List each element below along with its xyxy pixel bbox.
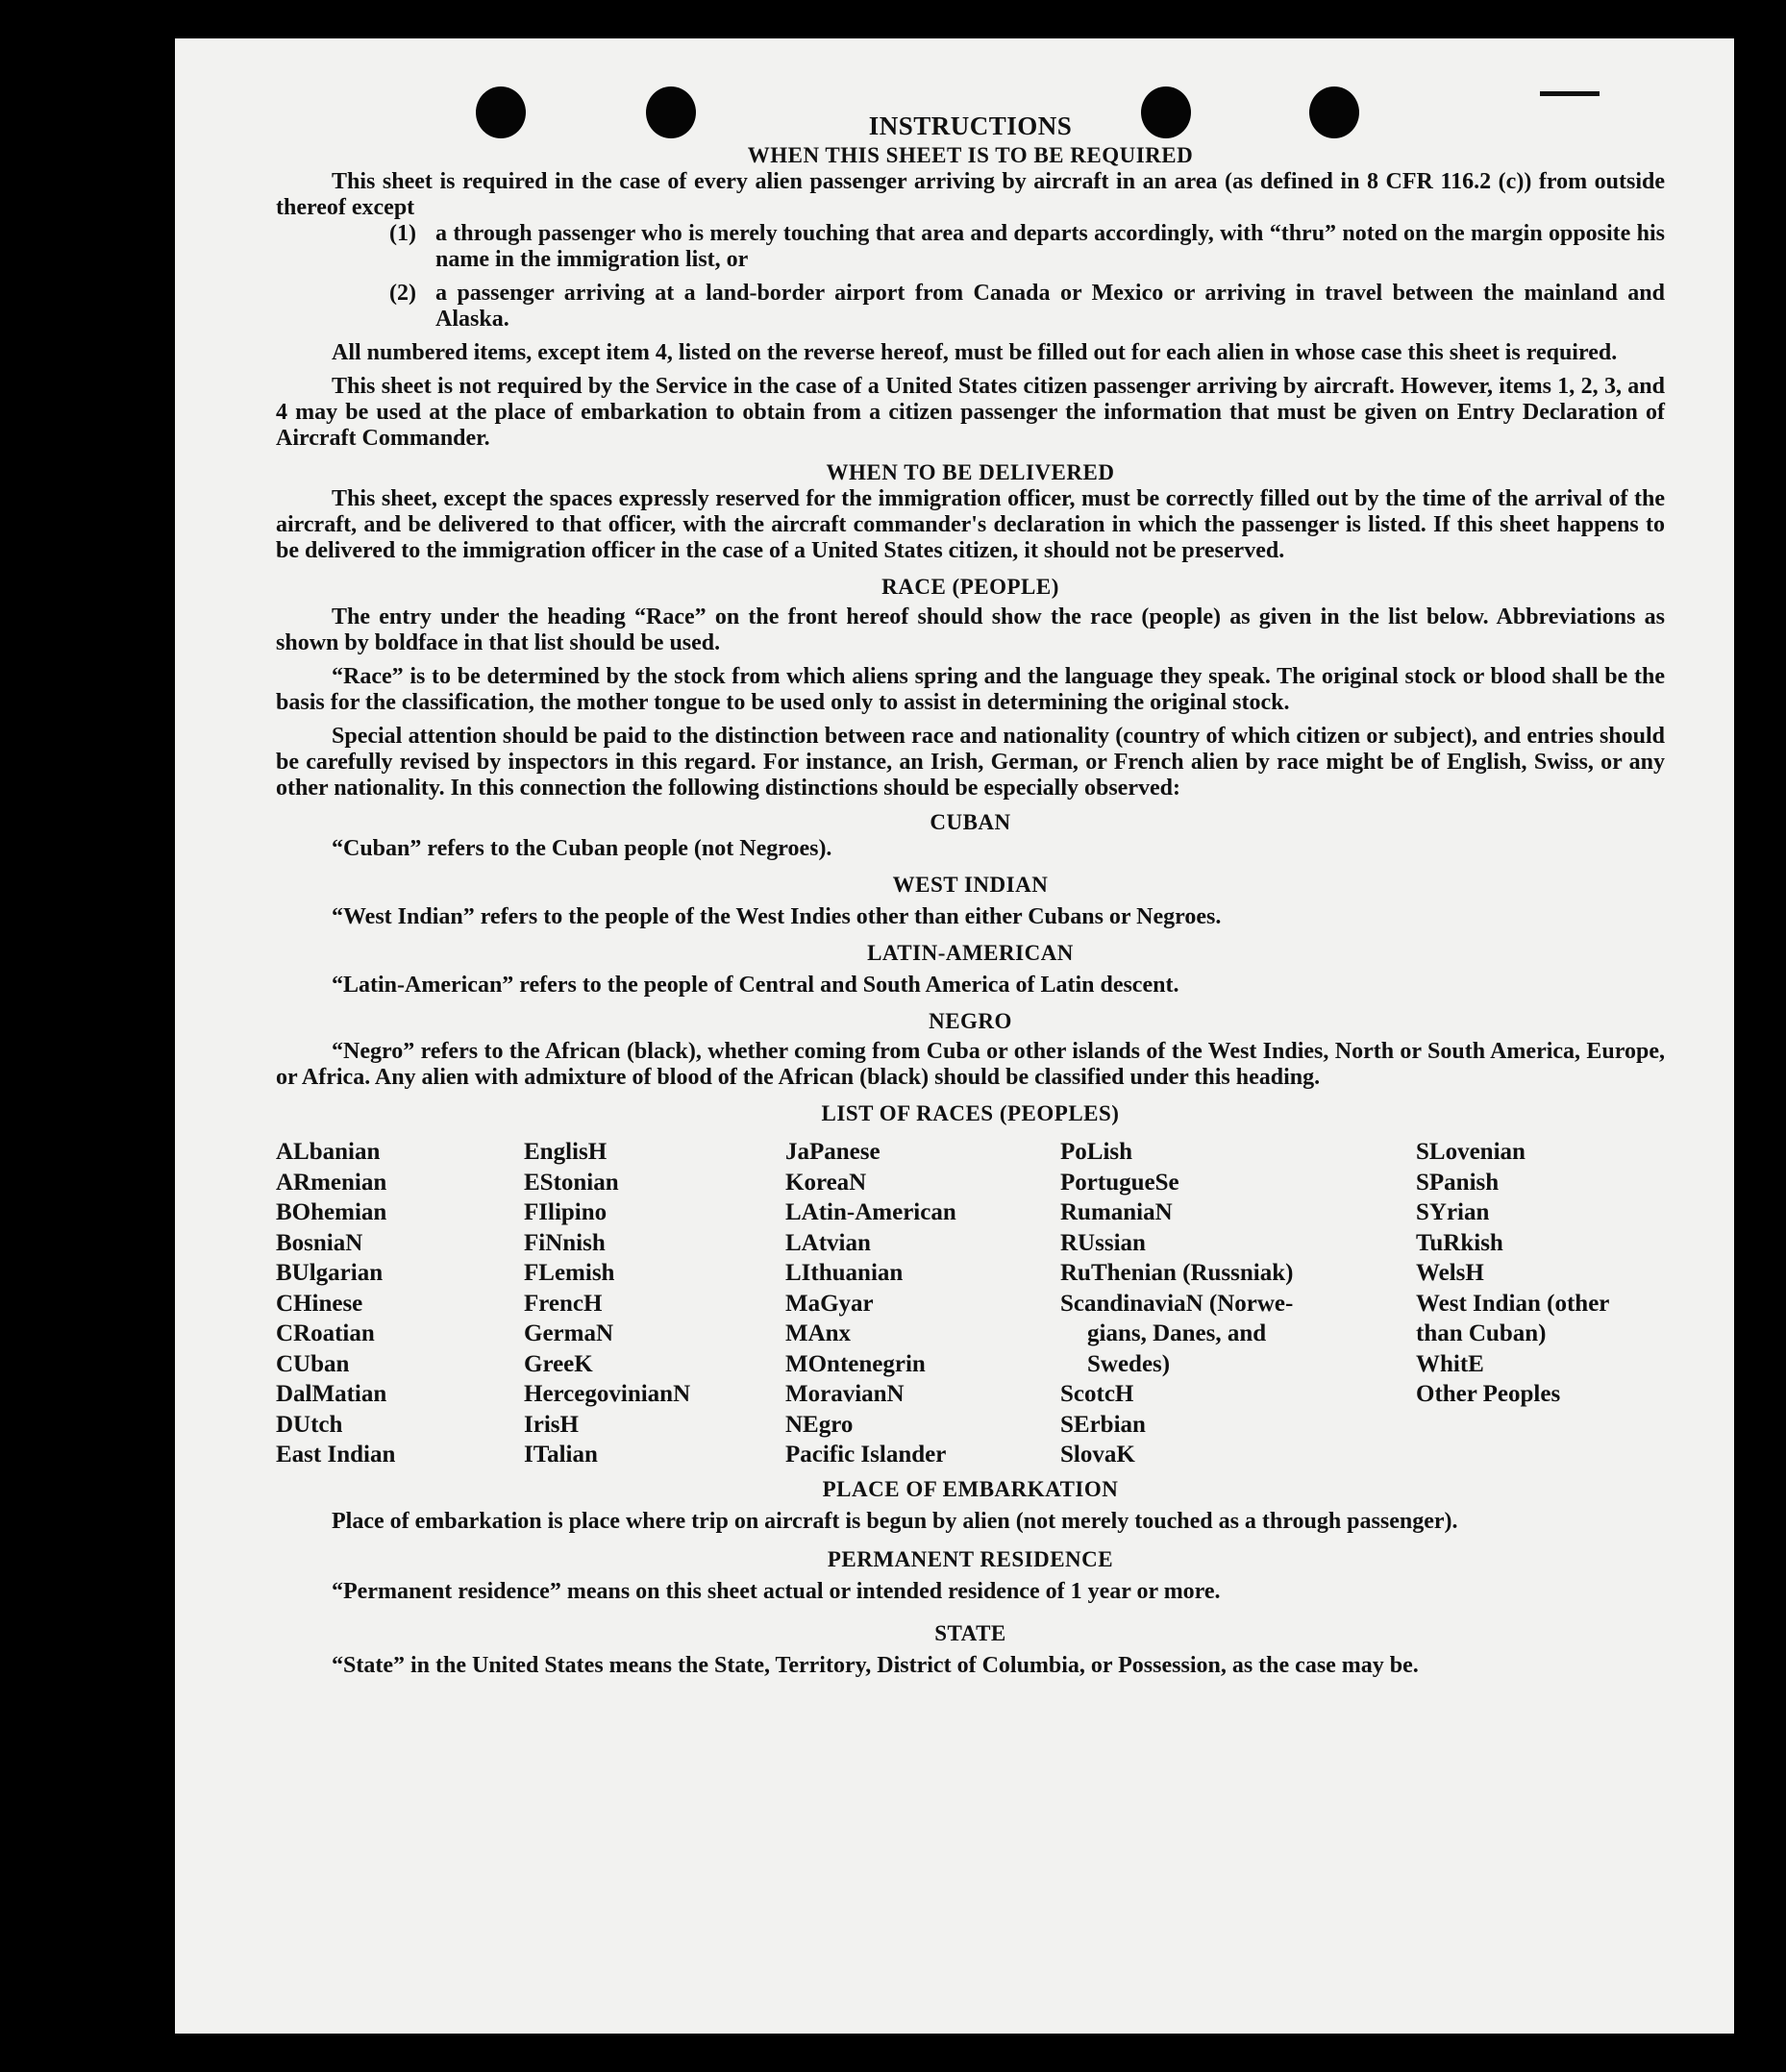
race-item: WhitE (1416, 1350, 1484, 1377)
race-item: GreeK (524, 1350, 593, 1377)
race-item: FiNnish (524, 1229, 606, 1256)
heading-permanent-residence: PERMANENT RESIDENCE (827, 1546, 1114, 1571)
race-item: RuThenian (Russniak) (1060, 1260, 1294, 1286)
paragraph: “West Indian” refers to the people of the West Indies other than either Cubans or Negroes. (332, 904, 1222, 929)
race-item: than Cuban) (1416, 1320, 1547, 1346)
paragraph: This sheet is required in the case of every alien passenger arriving by aircraft in an area (as defined in 8 CFR 116.2 (c)) from outside thereof except (276, 169, 1665, 220)
paragraph: “Cuban” refers to the Cuban people (not Negroes). (332, 836, 832, 861)
race-item: SLovenian (1416, 1139, 1526, 1165)
race-item: Pacific Islander (785, 1442, 947, 1468)
race-item: LAtvian (785, 1229, 871, 1256)
page-title: INSTRUCTIONS (868, 111, 1073, 140)
race-column (524, 1137, 785, 1470)
race-item: IrisH (524, 1411, 579, 1438)
paragraph: All numbered items, except item 4, listed on the reverse hereof, must be filled out for each alien in whose case this sheet is required. (332, 340, 1618, 365)
race-item: Swedes) (1087, 1350, 1171, 1377)
document-page (175, 38, 1734, 2034)
race-item: RUssian (1060, 1229, 1146, 1256)
race-list (276, 1137, 1665, 1470)
heading-west-indian: WEST INDIAN (892, 873, 1049, 897)
heading-state: STATE (934, 1620, 1006, 1645)
race-item: PoLish (1060, 1139, 1133, 1165)
race-item: MoravianN (785, 1381, 905, 1407)
race-item: Other Peoples (1416, 1381, 1561, 1407)
heading-when-delivered: WHEN TO BE DELIVERED (826, 460, 1115, 484)
race-item: FLemish (524, 1260, 615, 1286)
heading-cuban: CUBAN (930, 810, 1011, 834)
race-item: TuRkish (1416, 1229, 1503, 1256)
race-item: MaGyar (785, 1290, 874, 1317)
corner-mark (1540, 91, 1600, 96)
heading-list-of-races: LIST OF RACES (PEOPLES) (821, 1101, 1120, 1125)
race-item: EnglisH (524, 1139, 608, 1165)
race-item: JaPanese (785, 1139, 881, 1165)
race-item: FrencH (524, 1290, 603, 1317)
heading-embarkation: PLACE OF EMBARKATION (822, 1476, 1119, 1501)
paragraph: The entry under the heading “Race” on the front hereof should show the race (people) as given in the list below. Abbreviations as shown by boldface in that list should be used. (276, 604, 1665, 655)
paragraph: This sheet, except the spaces expressly reserved for the immigration officer, must be correctly filled out by the time of the arrival of the aircraft, and be delivered to that officer, with the aircraft commander's declaration in which the passenger is listed. If this sheet happens to be delivered to the immigration officer in the case of a United States citizen, it should not be preserved. (276, 486, 1665, 563)
race-item: MAnx (785, 1320, 852, 1346)
item-number: (1) (389, 221, 416, 246)
exception-item (389, 221, 1665, 273)
race-item: ALbanian (276, 1139, 381, 1165)
exception-item (389, 281, 1665, 333)
paragraph: Place of embarkation is place where trip on aircraft is begun by alien (not merely touched as a through passenger). (332, 1508, 1458, 1534)
race-item: ScotcH (1060, 1381, 1134, 1407)
paragraph: This sheet is not required by the Service in the case of a United States citizen passenger arriving by aircraft. However, items 1, 2, 3, and 4 may be used at the place of embarkation to obtain from a citizen passenger the information that must be given on Entry Declaration of Aircraft Commander. (276, 374, 1665, 451)
heading-when-required: WHEN THIS SHEET IS TO BE REQUIRED (747, 143, 1194, 167)
race-item: WelsH (1416, 1260, 1484, 1286)
race-item: GermaN (524, 1320, 614, 1346)
race-item: SPanish (1416, 1169, 1500, 1196)
race-item: ITalian (524, 1442, 598, 1468)
paragraph: Special attention should be paid to the distinction between race and nationality (country of which citizen or subject), and entries should be carefully revised by inspectors in this regard. For instance, an Irish, German, or French alien by race might be of English, Swiss, or any other nationality. In this connection the following distinctions should be especially observed: (276, 724, 1665, 801)
paragraph: “Latin-American” refers to the people of Central and South America of Latin descent. (332, 973, 1179, 998)
race-item: CHinese (276, 1290, 363, 1317)
paragraph: “Negro” refers to the African (black), whether coming from Cuba or other islands of the West Indies, North or South America, Europe, or Africa. Any alien with admixture of blood of the African (black) should be classified under this heading. (276, 1039, 1665, 1090)
race-item: BUlgarian (276, 1260, 384, 1286)
race-item: EStonian (524, 1169, 619, 1196)
race-item: CUban (276, 1350, 350, 1377)
race-item: SErbian (1060, 1411, 1146, 1438)
race-item: BOhemian (276, 1199, 387, 1225)
race-item: CRoatian (276, 1320, 375, 1346)
race-item: ScandinaviaN (Norwe- (1060, 1290, 1294, 1317)
paragraph: “State” in the United States means the State, Territory, District of Columbia, or Possession, as the case may be. (332, 1652, 1419, 1678)
race-item: DalMatian (276, 1381, 387, 1407)
race-item: FIlipino (524, 1199, 608, 1225)
race-item: DUtch (276, 1411, 343, 1438)
race-column (785, 1137, 1060, 1470)
race-item: RumaniaN (1060, 1199, 1173, 1225)
heading-latin-american: LATIN-AMERICAN (867, 941, 1074, 965)
race-item: ARmenian (276, 1169, 387, 1196)
race-item: SlovaK (1060, 1442, 1135, 1468)
race-column (276, 1137, 524, 1470)
race-item: NEgro (785, 1411, 854, 1438)
race-item: West Indian (other (1416, 1290, 1610, 1317)
paragraph: “Race” is to be determined by the stock from which aliens spring and the language they speak. The original stock or blood shall be the basis for the classification, the mother tongue to be used only to assist in determining the original stock. (276, 664, 1665, 715)
race-item: East Indian (276, 1442, 396, 1468)
race-item: PortugueSe (1060, 1169, 1179, 1196)
paragraph: “Permanent residence” means on this sheet actual or intended residence of 1 year or more. (332, 1578, 1221, 1604)
race-item: KoreaN (785, 1169, 867, 1196)
heading-negro: NEGRO (929, 1009, 1012, 1033)
race-item: MOntenegrin (785, 1350, 926, 1377)
item-number: (2) (389, 281, 416, 306)
race-item: SYrian (1416, 1199, 1490, 1225)
heading-race: RACE (PEOPLE) (881, 575, 1059, 599)
race-item: HercegovinianN (524, 1381, 691, 1407)
item-text: a passenger arriving at a land-border airport from Canada or Mexico or arriving in travel between the mainland and Alaska. (435, 281, 1665, 332)
race-item: gians, Danes, and (1087, 1320, 1267, 1346)
race-item: LIthuanian (785, 1260, 904, 1286)
instructions-content (276, 110, 1665, 1679)
item-text: a through passenger who is merely touching that area and departs accordingly, with “thru” noted on the margin opposite his name in the immigration list, or (435, 221, 1665, 272)
race-column (1060, 1137, 1416, 1470)
race-item: LAtin-American (785, 1199, 956, 1225)
race-item: BosniaN (276, 1229, 363, 1256)
race-column (1416, 1137, 1665, 1470)
